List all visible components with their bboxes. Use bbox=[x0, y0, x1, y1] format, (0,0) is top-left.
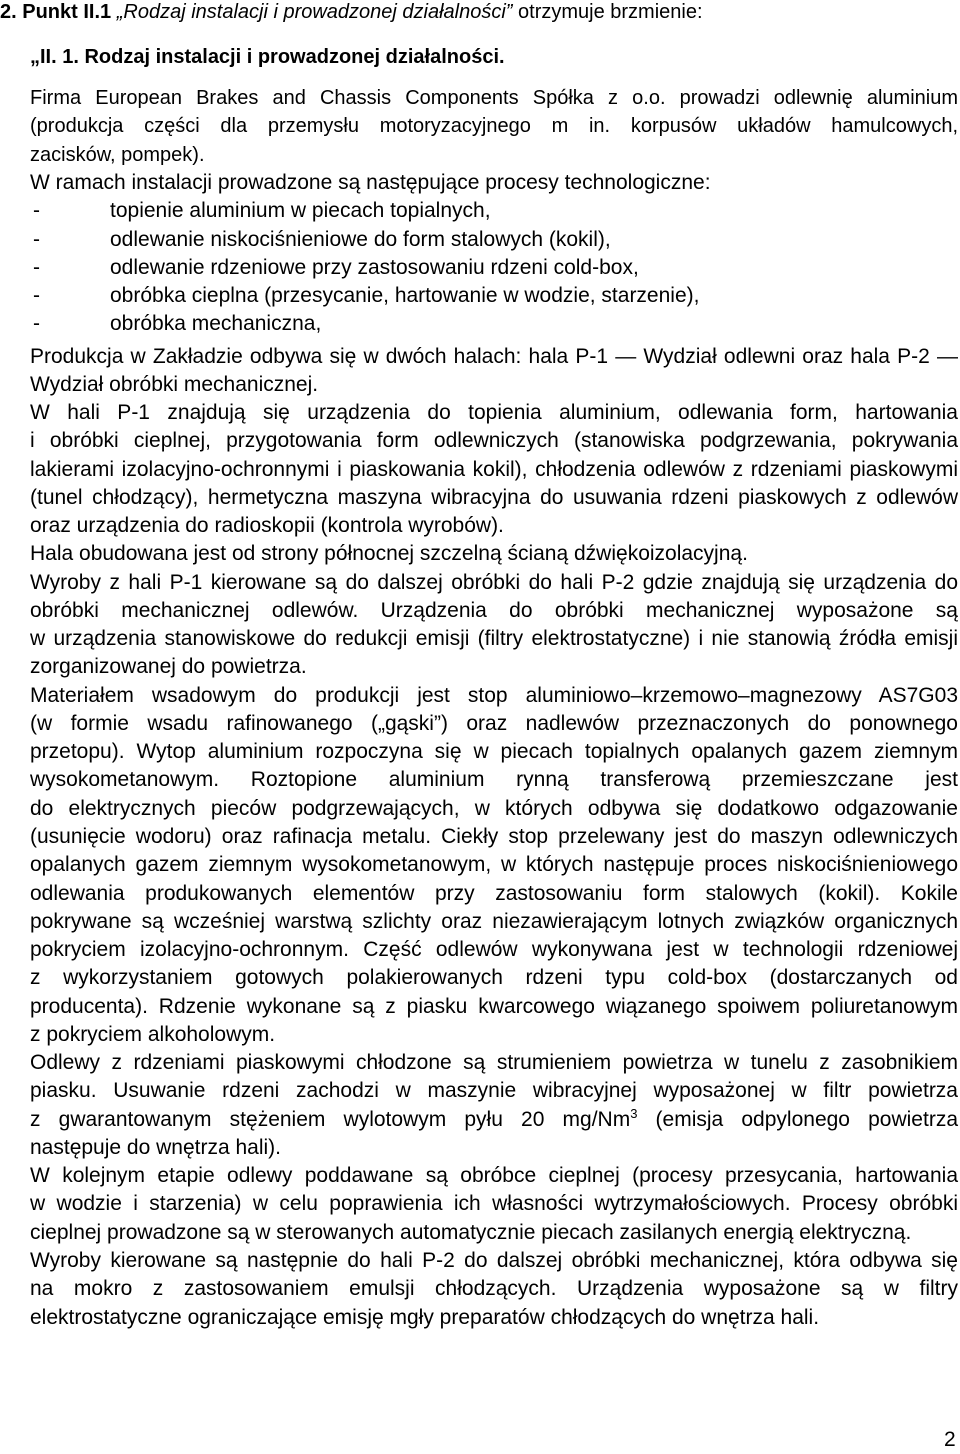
list-item-text: obróbka mechaniczna, bbox=[110, 312, 322, 336]
text-line: odlewania produkowanych elementów przy zastosowaniu form stalowych (kokil). Kokile bbox=[30, 881, 958, 905]
text-line: wysokometanowym. Roztopione aluminium rynną transferową przemieszczane jest bbox=[30, 768, 958, 792]
text-line: lakierami izolacyjno-ochronnymi i piaskowania kokil), chłodzenia odlewów z rdzeniami piaskowymi bbox=[30, 457, 958, 481]
list-item bbox=[30, 254, 958, 282]
text-line: piasku. Usuwanie rdzeni zachodzi w maszynie wibracyjnej wyposażonej w filtr powietrza bbox=[30, 1079, 958, 1103]
text-line: pokryciem izolacyjno-ochronnym. Część odlewów wykonywana jest w technologii rdzeniowej bbox=[30, 938, 958, 962]
document-body bbox=[30, 399, 958, 1332]
paragraph-heat-treatment bbox=[30, 1162, 958, 1247]
processes-section bbox=[30, 169, 958, 339]
text-line: opalanych gazem ziemnym wysokometanowym, w których następuje proces niskociśnieniowego bbox=[30, 853, 958, 877]
list-item-text: odlewanie niskociśnieniowe do form stalowych (kokil), bbox=[110, 227, 611, 251]
page-number: 2 bbox=[944, 1428, 956, 1451]
emission-text: z gwarantowanym stężeniem wylotowym pyłu 20 mg/Nm bbox=[30, 1107, 631, 1131]
text-line: Wydział obróbki mechanicznej. bbox=[30, 373, 319, 397]
text-line: oraz urządzenia do radioskopii (kontrola wyrobów). bbox=[30, 514, 504, 538]
text-line: w urządzenia stanowiskowe do redukcji emisji (filtry elektrostatyczne) i nie stanowią źródła emisji bbox=[30, 627, 958, 651]
text-line: zorganizowanej do powietrza. bbox=[30, 655, 307, 679]
text-line: elektrostatyczne ograniczające emisję mgły preparatów chłodzących do wnętrza hali. bbox=[30, 1305, 820, 1329]
amendment-quoted-title: „Rodzaj instalacji i prowadzonej działalności” bbox=[116, 1, 513, 23]
text-line: (produkcja części dla przemysłu motoryzacyjnego m in. korpusów układów hamulcowych, bbox=[30, 115, 958, 138]
list-dash: - bbox=[33, 255, 40, 279]
text-line: (w formie wsadu rafinowanego („gąski”) oraz nadlewów przeznaczonych do ponownego bbox=[30, 711, 958, 735]
text-line: zacisków, pompek). bbox=[30, 143, 205, 166]
text-line: producenta). Rdzenie wykonane są z piasku kwarcowego wiązanego spoiwem poliuretanowym bbox=[30, 994, 958, 1018]
text-line: obróbki mechanicznej odlewów. Urządzenia do obróbki mechanicznej wyposażone są bbox=[30, 598, 958, 622]
text-line: z pokryciem alkoholowym. bbox=[30, 1022, 276, 1046]
text-line: pokrywane są wcześniej warstwą szlichty oraz niezawierającym lotnych związków organicznych bbox=[30, 909, 958, 933]
text-line: Wyroby kierowane są następnie do hali P-2 do dalszej obróbki mechanicznej, która odbywa się bbox=[30, 1248, 958, 1272]
processes-intro: W ramach instalacji prowadzone są następujące procesy technologiczne: bbox=[30, 171, 711, 194]
text-line: Hala obudowana jest od strony północnej szczelną ścianą dźwiękoizolacyjną. bbox=[30, 542, 748, 566]
emission-tail: (emisja odpylonego powietrza bbox=[637, 1107, 958, 1131]
text-line: Wyroby z hali P-1 kierowane są do dalszej obróbki do hali P-2 gdzie znajdują się urządzenia do bbox=[30, 570, 958, 594]
unit-superscript: 3 bbox=[630, 1105, 638, 1121]
amendment-label: 2. Punkt II.1 bbox=[0, 1, 112, 23]
text-line bbox=[30, 1106, 958, 1134]
list-dash: - bbox=[33, 312, 40, 336]
list-item bbox=[30, 226, 958, 254]
text-line: W hali P-1 znajdują się urządzenia do topienia aluminium, odlewania form, hartowania bbox=[30, 401, 958, 424]
text-line: (tunel chłodzący), hermetyczna maszyna wibracyjna do usuwania rdzeni piaskowych z odlewów bbox=[30, 485, 958, 509]
amendment-heading bbox=[0, 0, 703, 24]
paragraph-cooling bbox=[30, 1049, 958, 1162]
section-heading: „II. 1. Rodzaj instalacji i prowadzonej działalności. bbox=[30, 46, 505, 68]
paragraph-company bbox=[30, 84, 958, 169]
list-dash: - bbox=[33, 227, 40, 251]
text-line: w wodzie i starzenia) w celu poprawienia ich własności wytrzymałościowych. Procesy obróbki bbox=[30, 1192, 958, 1216]
list-item-text: obróbka cieplna (przesycanie, hartowanie w wodzie, starzenie), bbox=[110, 284, 700, 308]
list-dash: - bbox=[33, 284, 40, 308]
text-line: Odlewy z rdzeniami piaskowymi chłodzone są strumieniem powietrza w tunelu z zasobnikiem bbox=[30, 1051, 958, 1075]
paragraph-hall-p1 bbox=[30, 399, 958, 540]
list-item-text: topienie aluminium w piecach topialnych, bbox=[110, 199, 491, 223]
paragraph-machining bbox=[30, 1247, 958, 1332]
paragraph-hall-p2 bbox=[30, 569, 958, 682]
text-line: do elektrycznych pieców podgrzewających, w których odbywa się dodatkowo odgazowanie bbox=[30, 796, 958, 820]
text-line: Materiałem wsadowym do produkcji jest stop aluminiowo–krzemowo–magnezowy AS7G03 bbox=[30, 683, 958, 707]
list-item bbox=[30, 282, 958, 310]
list-item bbox=[30, 310, 958, 338]
text-line: z wykorzystaniem gotowych polakierowanych rdzeni typu cold-box (dostarczanych od bbox=[30, 966, 958, 990]
text-line: W kolejnym etapie odlewy poddawane są obróbce cieplnej (procesy przesycania, hartowania bbox=[30, 1164, 958, 1188]
paragraph-halls bbox=[30, 343, 958, 400]
amendment-suffix: otrzymuje brzmienie: bbox=[518, 1, 703, 23]
paragraph-soundproofing bbox=[30, 540, 958, 568]
text-line: cieplnej prowadzone są w sterowanych automatycznie piecach zasilanych energią elektryczną. bbox=[30, 1220, 912, 1244]
list-item-text: odlewanie rdzeniowe przy zastosowaniu rdzeni cold-box, bbox=[110, 255, 639, 279]
text-line: Produkcja w Zakładzie odbywa się w dwóch halach: hala P-1 — Wydział odlewni oraz hala P-2 — bbox=[30, 345, 958, 368]
text-line: przetopu). Wytop aluminium rozpoczyna się w piecach topialnych opalanych gazem ziemnym bbox=[30, 740, 958, 764]
text-line: (usunięcie wodoru) oraz rafinacja metalu. Ciekły stop przelewany jest do maszyn odlewniczych bbox=[30, 824, 958, 848]
text-line: i obróbki cieplnej, przygotowania form odlewniczych (stanowiska podgrzewania, pokrywania bbox=[30, 429, 958, 453]
text-line: Firma European Brakes and Chassis Components Spółka z o.o. prowadzi odlewnię aluminium bbox=[30, 87, 958, 109]
list-item bbox=[30, 197, 958, 225]
list-dash: - bbox=[33, 199, 40, 223]
text-line: następuje do wnętrza hali). bbox=[30, 1135, 281, 1159]
paragraph-feedstock bbox=[30, 682, 958, 1049]
text-line: na mokro z zastosowaniem emulsji chłodzących. Urządzenia wyposażone są w filtry bbox=[30, 1277, 958, 1301]
